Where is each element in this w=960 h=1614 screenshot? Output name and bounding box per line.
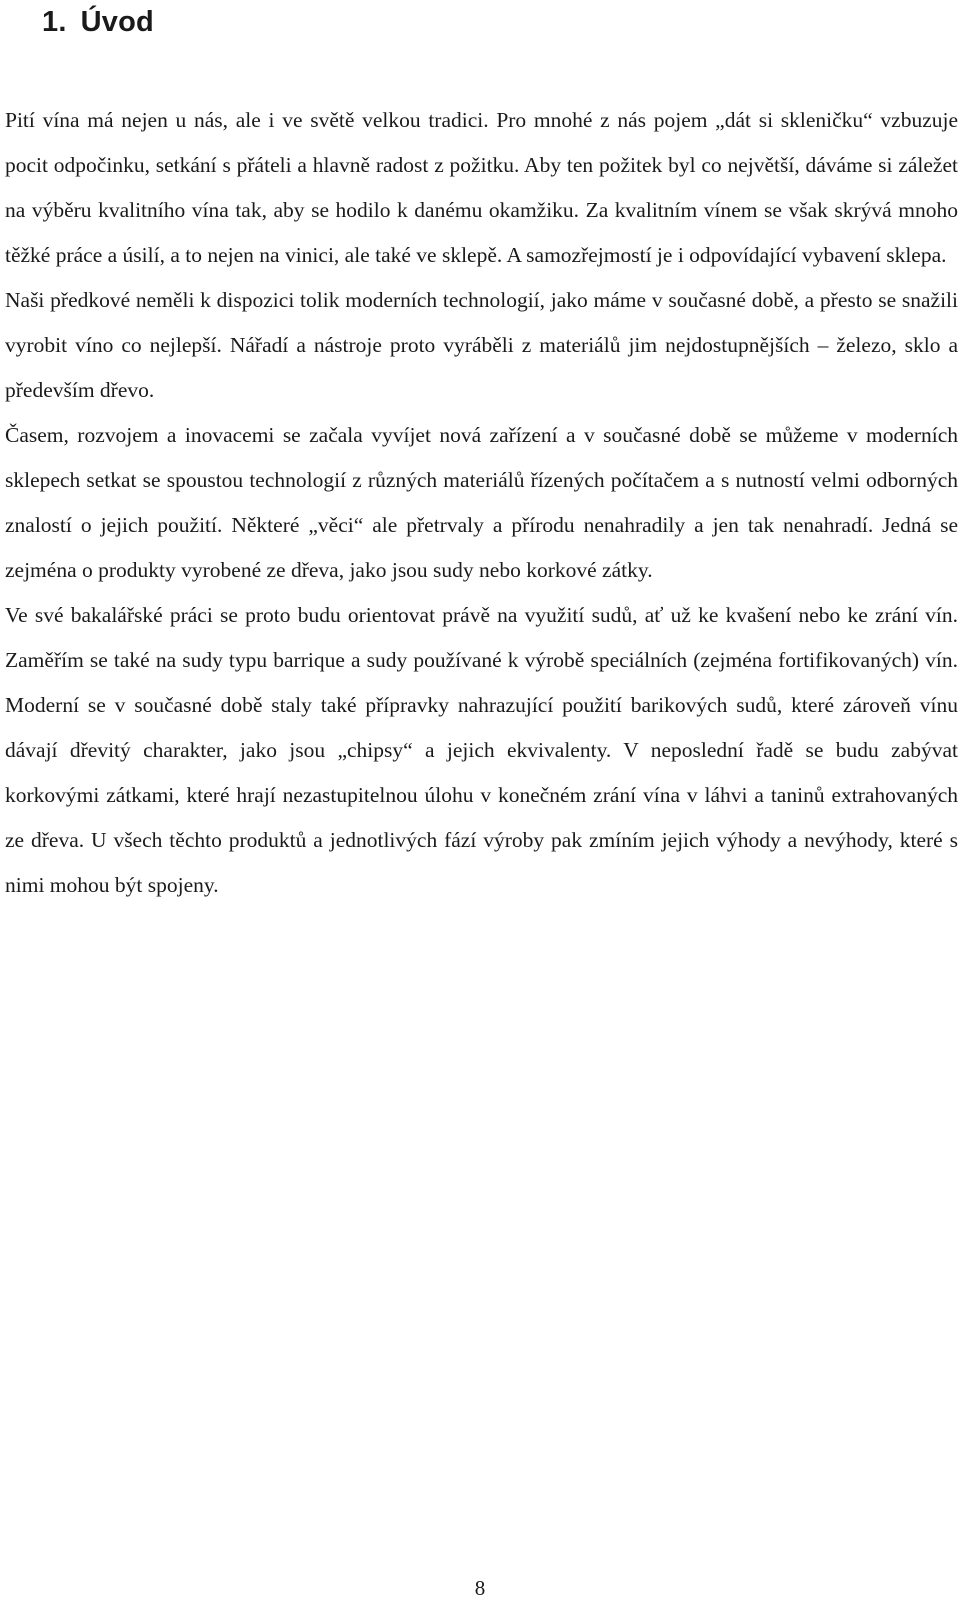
paragraph: Naši předkové neměli k dispozici tolik moderních technologií, jako máme v současné době, a přesto se snažili vyrobit víno co nejlepší. Nářadí a nástroje proto vyráběli z materiálů jim nejdostupnějších – železo, sklo a především dřevo.	[5, 288, 958, 402]
chapter-title: Úvod	[80, 6, 154, 38]
page-number: 8	[474, 1576, 486, 1600]
paragraph: Pití vína má nejen u nás, ale i ve světě velkou tradici. Pro mnohé z nás pojem „dát si skleničku“ vzbuzuje pocit odpočinku, setkání s přáteli a hlavně radost z požitku. Aby ten požitek byl co největší, dáváme si záležet na výběru kvalitního vína tak, aby se hodilo k danému okamžiku. Za kvalitním vínem se však skrývá mnoho těžké práce a úsilí, a to nejen na vinici, ale také ve sklepě. A samozřejmostí je i odpovídající vybavení sklepa.	[5, 108, 958, 267]
chapter-heading	[42, 0, 154, 44]
body-text	[5, 98, 958, 908]
paragraph: Časem, rozvojem a inovacemi se začala vyvíjet nová zařízení a v současné době se můžeme v moderních sklepech setkat se spoustou technologií z různých materiálů řízených počítačem a s nutností velmi odborných znalostí o jejich použití. Některé „věci“ ale přetrvaly a přírodu nenahradily a jen tak nenahradí. Jedná se zejména o produkty vyrobené ze dřeva, jako jsou sudy nebo korkové zátky.	[5, 423, 958, 582]
chapter-number: 1.	[42, 6, 67, 38]
paragraph: Ve své bakalářské práci se proto budu orientovat právě na využití sudů, ať už ke kvašení nebo ke zrání vín. Zaměřím se také na sudy typu barrique a sudy používané k výrobě speciálních (zejména fortifikovaných) vín. Moderní se v současné době staly také přípravky nahrazující použití barikových sudů, které zároveň vínu dávají dřevitý charakter, jako jsou „chipsy“ a jejich ekvivalenty. V neposlední řadě se budu zabývat korkovými zátkami, které hrají nezastupitelnou úlohu v konečném zrání vína v láhvi a taninů extrahovaných ze dřeva. U všech těchto produktů a jednotlivých fází výroby pak zmíním jejich výhody a nevýhody, které s nimi mohou být spojeny.	[5, 603, 958, 897]
